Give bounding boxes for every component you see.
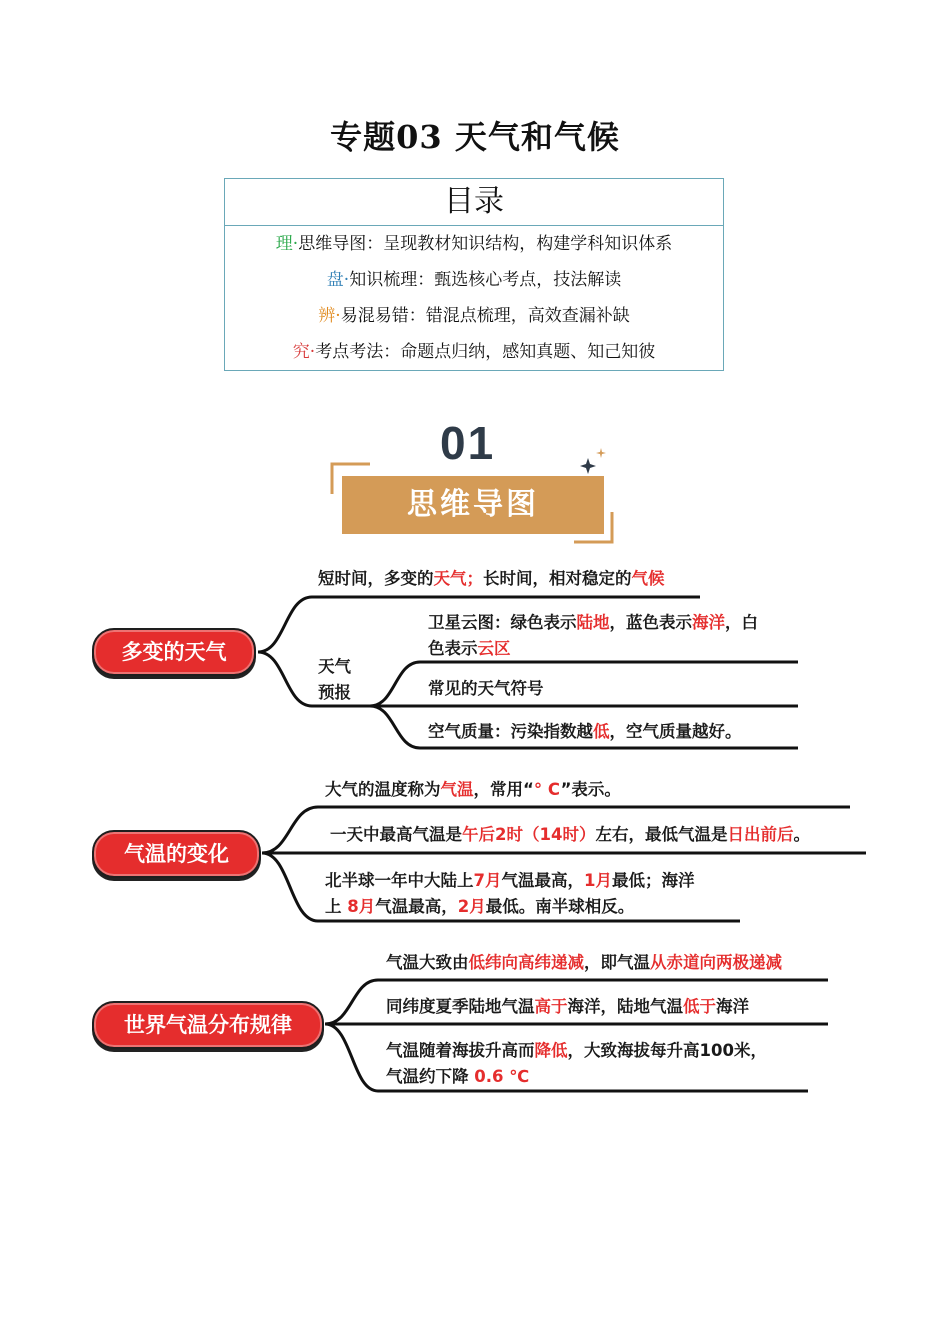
page-title: 专题03 天气和气候 — [330, 118, 620, 156]
section-banner: 思维导图 — [342, 476, 604, 534]
section-number: 01 — [440, 417, 496, 469]
toc-dot: · — [309, 342, 316, 362]
temp-node-1: 大气的温度称为气温，常用“° C”表示。 — [325, 780, 621, 799]
toc-dot: · — [292, 234, 299, 254]
weather-node-1: 短时间，多变的天气；长时间，相对稳定的气候 — [318, 569, 665, 588]
world-node-3: 气温随着海拔升高而降低，大致海拔每升高100米， 气温约下降 0.6 ℃ — [386, 1041, 767, 1086]
topic-temperature-pill: 气温的变化 — [92, 830, 261, 878]
toc-heading: 目录 — [225, 179, 723, 226]
temp-node-3: 北半球一年中大陆上7月气温最高，1月最低；海洋 上 8月气温最高，2月最低。南半球相反。 — [325, 871, 695, 916]
topic-world-pill: 世界气温分布规律 — [92, 1001, 324, 1049]
temp-node-2: 一天中最高气温是午后2时（14时）左右，最低气温是日出前后。 — [330, 825, 810, 844]
weather-node-2: 卫星云图：绿色表示陆地，蓝色表示海洋，白 色表示云区 — [428, 613, 758, 658]
toc-tag: 辨 — [318, 306, 336, 326]
world-node-2: 同纬度夏季陆地气温高于海洋，陆地气温低于海洋 — [386, 997, 749, 1016]
toc-text: 考点考法：命题点归纳，感知真题、知己知彼 — [315, 342, 656, 362]
toc-text: 易混易错：错混点梳理，高效查漏补缺 — [340, 306, 630, 326]
toc-tag: 理 — [275, 234, 293, 254]
toc-tag: 究 — [292, 342, 310, 362]
toc-dot: · — [335, 306, 341, 326]
topic-weather-pill: 多变的天气 — [92, 628, 256, 676]
world-node-1: 气温大致由低纬向高纬递减，即气温从赤道向两极递减 — [386, 953, 782, 972]
weather-node-3: 常见的天气符号 — [428, 679, 544, 698]
forecast-label: 天气 预报 — [318, 657, 351, 702]
toc-tag: 盘 — [326, 270, 344, 290]
toc-text: 思维导图：呈现教材知识结构，构建学科知识体系 — [298, 234, 673, 254]
toc-dot: · — [343, 270, 350, 290]
toc-text: 知识梳理：甄选核心考点，技法解读 — [349, 270, 622, 290]
weather-node-4: 空气质量：污染指数越低，空气质量越好。 — [428, 722, 742, 741]
